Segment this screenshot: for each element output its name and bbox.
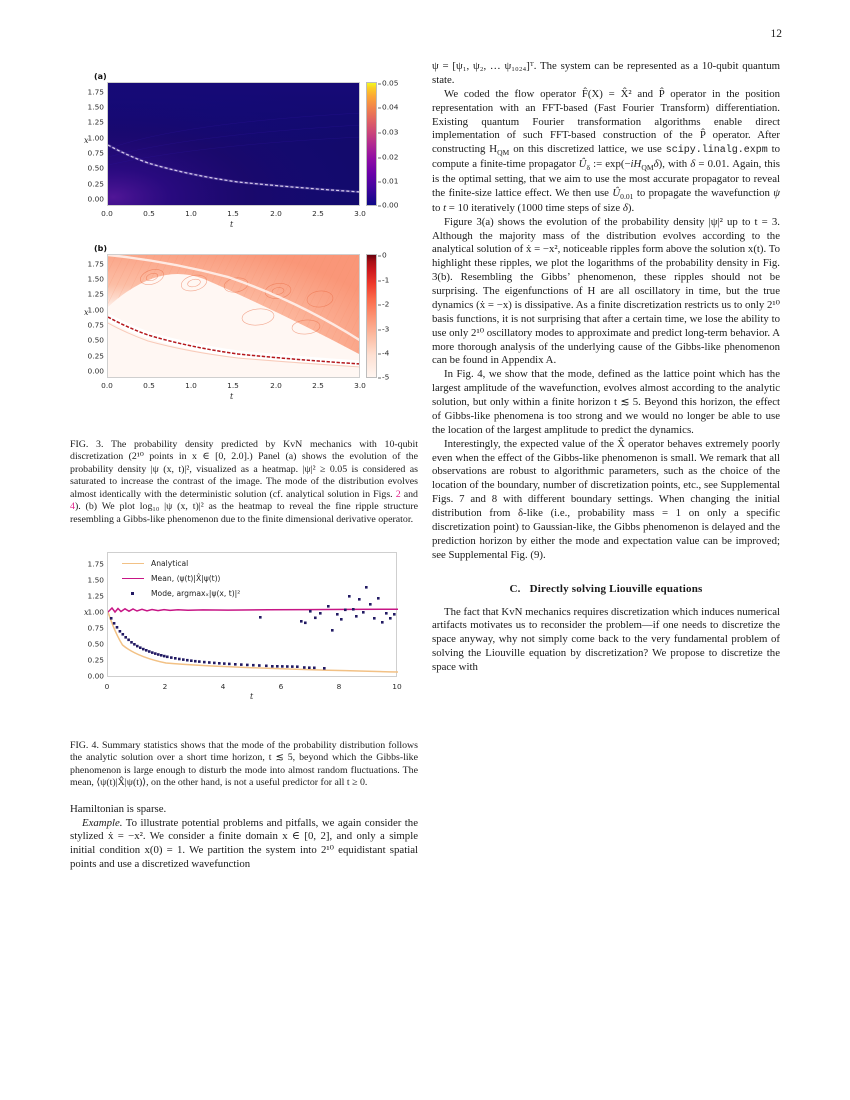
example-body: To illustrate potential problems and pitfalls, we again consider the stylized ẋ = −x². We consider a finite domain x ∈ [0, 2], and only a simple initial condition x(0) = 1. We partition the system into 2¹⁰ equidistant spatial points and use a discretized wavefunction <box>70 816 418 871</box>
legend-swatch-mean <box>122 578 144 579</box>
fig3a-ytick: 0.75 <box>87 148 104 158</box>
paragraph-flow-operator: We coded the flow operator F̂(X) = X̂² and P̂ operator in the position representation with an FFT-based (Fast Fourier Transform) differentiation. Existing quantum Fourier transformation algorithms enable direct implementation of such FFT-based construction of the P̂ operator. After constructing $H_{QM}$ on this discretized lattice, we use scipy.linalg.expm to compute a finite-time propagator $Û_\delta$ := $\exp(-iH_{QM}\delta)$, with δ = 0.01. Again, this is the optimal setting, that we aim to use the most accurate propagator to reveal the finite-size lattice effect. We then use $Û_{0.01}$ to propagate the wavefunction ψ to t = 10 iteratively (1000 time steps of size δ). <box>432 87 781 214</box>
fig3b-ylabel: x <box>84 308 89 317</box>
figure-3-caption-mid: and <box>400 488 418 500</box>
panel-b-tag: (b) <box>94 244 108 253</box>
fig3b-cbar-tick: -3 <box>382 324 390 334</box>
figure-3-caption-label: FIG. 3. <box>70 439 104 450</box>
fig4-xlabel: t <box>250 691 254 701</box>
fig3a-cbar-tick: 0.02 <box>382 152 399 162</box>
fig3b-xtick: 0.0 <box>101 381 113 390</box>
fig4-xtick: 6 <box>278 681 284 691</box>
paragraph-psi-vector: ψ = [ψ₁, ψ₂, … ψ₁₀₂₄]ᵀ. The system can be represented as a 10-qubit quantum state. <box>432 60 780 86</box>
figure-4-caption-body: Summary statistics shows that the mode of the probability distribution follows the analytic solution over a short time horizon, t ≲ 5, beyond which the Gibbs-like phenomenon is large enough to disturb the mode into almost random fluctuations. The mean, ⟨ψ(t)|X̂|ψ(t)⟩, on the other hand, is not a useful predictor for all t ≥ 0. <box>70 739 418 789</box>
fig3b-ytick: 1.50 <box>87 274 104 284</box>
fig3a-ytick: 0.00 <box>87 194 104 204</box>
fig3b-xtick: 0.5 <box>143 381 155 390</box>
fig3a-xtick: 0.0 <box>101 209 113 218</box>
fig3a-xtick: 2.5 <box>312 209 324 218</box>
page-number: 12 <box>770 28 782 40</box>
figure-3-caption-tail: ). (b) We plot log₁₀ |ψ (x, t)|² as the heatmap to reveal the fine ripple structure resembling a Gibbs-like phenomenon due to the finite dimensional derivative operator. <box>70 501 418 525</box>
fig3b-xtick: 1.0 <box>185 381 197 390</box>
fig3b-xtick: 3.0 <box>354 381 366 390</box>
fig3b-ytick: 1.00 <box>87 305 104 315</box>
fig3b-cbar-tick: -2 <box>382 299 390 309</box>
fig4-xtick: 8 <box>336 681 342 691</box>
fig3b-ytick: 1.75 <box>87 259 104 269</box>
fig4-xtick: 10 <box>392 681 402 691</box>
fig4-ytick: 1.25 <box>87 591 104 601</box>
section-heading-c <box>432 583 780 595</box>
legend-item-mode <box>122 586 240 601</box>
panel-a-tag: (a) <box>94 72 107 81</box>
legend-item-mean <box>122 571 240 586</box>
fig4-legend <box>122 556 240 601</box>
fig3b-xtick: 1.5 <box>227 381 239 390</box>
legend-swatch-analytical <box>122 563 144 564</box>
figure-4-caption <box>70 740 418 790</box>
paragraph-expected-value: Interestingly, the expected value of the X̂ operator behaves extremely poorly even when the effect of the Gibbs-like phenomenon is small. We remark that all observations are robust to algorithmic parameters, such as the choice of the location of the boundary, number of discretization points, etc., see Supplemental Figs. 7 and 8 with different boundary settings. When changing the initial distribution from δ-like (i.e., probability mass = 1 on only a specific discretization point) to Gaussian-like, the Gibbs phenomenon is delayed and the prediction horizon by either the mode and expectation value can be improved; see Supplemental Fig. (9). <box>432 437 780 561</box>
paragraph-figure3-ref: Figure 3(a) shows the evolution of the probability density |ψ|² up to t = 3. Although the majority mass of the distribution evolves according to the analytical solution of ẋ = −x², noticeable ripples form above the solution x(t). To highlight these ripples, we plot the logarithms of the probability density in Fig. 3(b). Resembling the Gibbs’ phenomenon, these ripples should not be surprising. The eigenfunctions of H are all oscillatory in time, but the true dynamics (ẋ = −x) is dissipative. As a finite discretization restricts us to only 2¹⁰ basis functions, it is not surprising that after a certain time, we lose the ability to use only 2¹⁰ oscillatory modes to approximate and predict long-term behavior. A more thorough analysis of the underlying cause of the Gibbs-like phenomenon can be found in Appendix A. <box>432 215 780 367</box>
fig3a-colorbar <box>366 82 377 206</box>
fig4-ylabel: x <box>84 607 89 617</box>
example-lead: Example. <box>82 816 123 829</box>
fig3b-ytick: 0.25 <box>87 351 104 361</box>
fig4-ytick: 1.75 <box>87 559 104 569</box>
fig3a-cbar-tick: 0.04 <box>382 102 399 112</box>
fig3a-xtick: 2.0 <box>270 209 282 218</box>
left-column <box>70 60 418 872</box>
fig4-xtick: 4 <box>220 681 226 691</box>
fig3a-ytick: 1.50 <box>87 102 104 112</box>
fig4-ytick: 1.00 <box>87 607 104 617</box>
fig3b-xtick: 2.5 <box>312 381 324 390</box>
fig4-ytick: 0.75 <box>87 623 104 633</box>
scipy-expm-code: scipy.linalg.expm <box>665 145 768 157</box>
fig4-ytick: 0.00 <box>87 671 104 681</box>
fig3a-xtick: 3.0 <box>354 209 366 218</box>
fig4-ytick: 0.25 <box>87 655 104 665</box>
legend-label-mode: Mode, argmaxₓ|ψ(x, t)|² <box>151 588 241 598</box>
figure-3-caption-body: The probability density predicted by KvN mechanics with 10-qubit discretization (2¹⁰ points in x ∈ [0, 2.0].) Panel (a) shows the evolution of the probability density |ψ (x, t)|², visualized as a heatmap. |ψ|² ≥ 0.05 is considered as saturated to increase the contrast of the image. The mode of the distribution evolves almost identically with the deterministic solution (cf. analytical solution in Figs. <box>70 439 418 500</box>
fig3b-cbar-tick: -1 <box>382 275 390 285</box>
figure-3-caption-cite-2[interactable]: 4 <box>70 501 75 513</box>
fig3a-heatmap <box>107 82 360 206</box>
fig3b-ytick: 0.75 <box>87 320 104 330</box>
fig3b-cbar-tick: -4 <box>382 348 390 358</box>
fig4-xtick: 2 <box>162 681 168 691</box>
fig4-ytick: 0.50 <box>87 639 104 649</box>
section-letter: C. <box>509 582 521 595</box>
paragraph-figure4-ref: In Fig. 4, we show that the mode, defined as the lattice point which has the largest amplitude of the wavefunction, evolves almost according to the analytic solution, but only within a finite horizon t ≲ 5. Beyond this horizon, the effect of Gibbs-like phenomena is too strong and we would no longer be able to use the location of the largest amplitude to predict the dynamics. <box>432 368 780 436</box>
fig3a-ytick: 1.00 <box>87 133 104 143</box>
fig3a-cbar-tick: 0.00 <box>382 200 399 210</box>
fig3a-ytick: 1.25 <box>87 117 104 127</box>
fig3a-cbar-tick: 0.01 <box>382 176 399 186</box>
figure-3-caption <box>70 439 418 526</box>
fig4-xtick: 0 <box>104 681 110 691</box>
figure-4-caption-label: FIG. 4. <box>70 739 99 751</box>
fig3b-ytick: 0.50 <box>87 335 104 345</box>
fig3a-xlabel: t <box>230 220 234 229</box>
fig3a-ytick: 0.25 <box>87 179 104 189</box>
right-column <box>432 60 780 675</box>
fig4-analytical-curve <box>108 612 398 672</box>
fig4-ytick: 1.50 <box>87 575 104 585</box>
section-title: Directly solving Liouville equations <box>529 582 703 595</box>
fig3a-heatmap-content <box>108 83 360 206</box>
fig3a-ylabel: x <box>84 136 89 145</box>
paragraph-liouville-intro: The fact that KvN mechanics requires discretization which induces numerical artifacts motivates us to reconsider the problem—if one needs to discretize the space anyway, why not simply come back to the very fundamental problem of solving the Liouville equation by discretization? We propose to discretize the space with <box>432 605 780 674</box>
paragraph-example <box>70 817 418 873</box>
fig3a-ytick: 0.50 <box>87 163 104 173</box>
fig3a-cbar-tick: 0.03 <box>382 127 399 137</box>
fig3b-cbar-tick: -5 <box>382 372 390 382</box>
figure-3 <box>70 60 418 430</box>
flow-operator-text: We coded the flow operator F̂(X) = X̂² and P̂ operator in the position representation with an FFT-based (Fast Fourier Transform) differentiation. Existing quantum Fourier transformation algorithms enable direct implementation of such FFT-based construction of the P̂ operator. After constructing H <box>432 87 780 156</box>
figure-4 <box>70 544 418 729</box>
legend-label-mean: Mean, ⟨ψ(t)|X̂|ψ(t)⟩ <box>151 573 221 583</box>
fig3b-ytick: 1.25 <box>87 289 104 299</box>
paragraph-hamiltonian: Hamiltonian is sparse. <box>70 802 167 815</box>
fig3b-colorbar <box>366 254 377 378</box>
fig3a-ytick: 1.75 <box>87 87 104 97</box>
legend-item-analytical <box>122 556 240 571</box>
fig3a-xtick: 1.5 <box>227 209 239 218</box>
figure-3-caption-cite-1[interactable]: 2 <box>395 488 401 500</box>
fig3a-xtick: 0.5 <box>143 209 155 218</box>
fig3a-xtick: 1.0 <box>185 209 197 218</box>
fig3a-cbar-tick: 0.05 <box>382 78 399 88</box>
legend-label-analytical: Analytical <box>151 558 189 568</box>
fig3b-ytick: 0.00 <box>87 366 104 376</box>
fig3b-cbar-tick: 0 <box>382 250 387 260</box>
fig3b-xtick: 2.0 <box>270 381 282 390</box>
fig3b-heatmap <box>107 254 360 378</box>
fig3b-xlabel: t <box>230 392 234 401</box>
fig3b-heatmap-content <box>108 255 360 378</box>
